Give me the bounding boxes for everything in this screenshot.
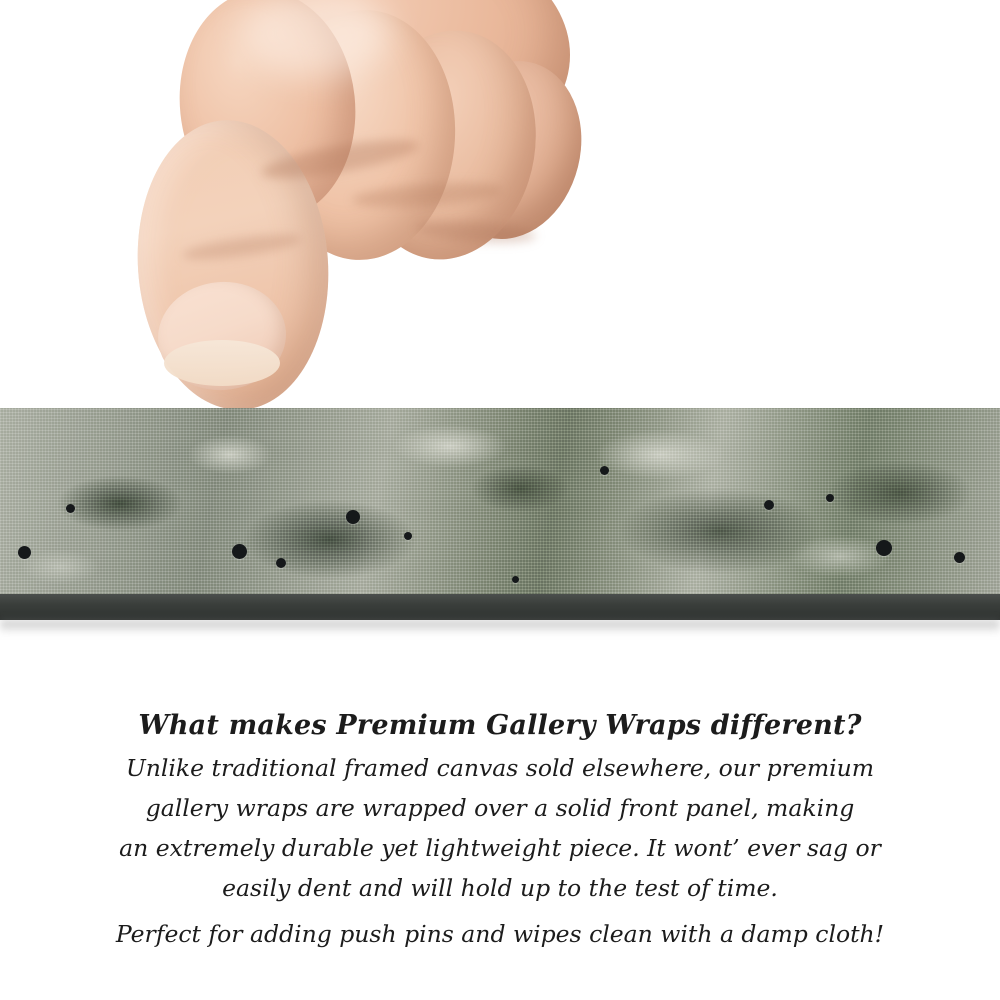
hand-illustration <box>120 0 580 410</box>
artwork-speck <box>512 576 519 583</box>
artwork-speck <box>346 510 360 524</box>
artwork-speck <box>404 532 412 540</box>
artwork-speck <box>764 500 774 510</box>
artwork-speck <box>232 544 247 559</box>
caption-heading: What makes Premium Gallery Wraps different? <box>138 710 862 741</box>
artwork-speck <box>18 546 31 559</box>
artwork-speck <box>276 558 286 568</box>
wrap-board-edge <box>0 594 1000 620</box>
caption-line: an extremely durable yet lightweight piece. It wont’ ever sag or <box>119 834 881 863</box>
caption-closing-line: Perfect for adding push pins and wipes clean with a damp cloth! <box>115 920 885 949</box>
caption-line: Unlike traditional framed canvas sold elsewhere, our premium <box>125 754 875 782</box>
wrap-drop-shadow <box>0 620 1000 634</box>
artwork-speck <box>600 466 609 475</box>
fingernail-tip <box>164 340 280 386</box>
caption-line: gallery wraps are wrapped over a solid front panel, making <box>145 794 855 823</box>
hand-photo-area <box>0 0 1000 410</box>
canvas-wrap-strip <box>0 408 1000 620</box>
canvas-weave-texture <box>0 408 1000 620</box>
caption-line: easily dent and will hold up to the test of time. <box>222 874 778 903</box>
artwork-speck <box>826 494 834 502</box>
caption-body <box>0 751 1000 951</box>
artwork-speck <box>876 540 892 556</box>
artwork-speck <box>66 504 75 513</box>
caption-block <box>0 648 1000 957</box>
artwork-speck <box>954 552 965 563</box>
